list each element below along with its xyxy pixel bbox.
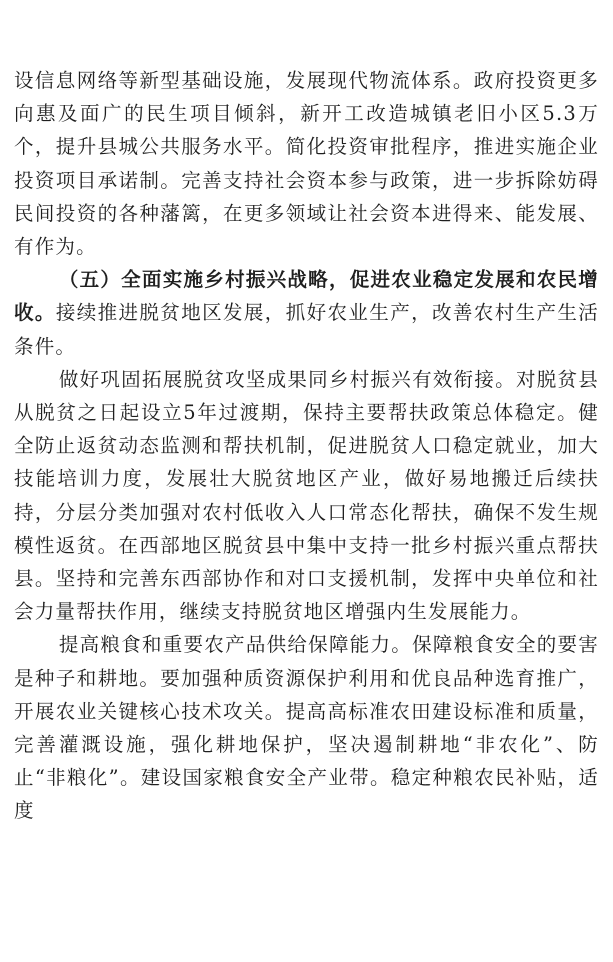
paragraph-poverty-alleviation [14, 363, 599, 629]
section-heading: （五）全面实施乡村振兴战略，促进农业稳定发展和农民增收。 [14, 268, 599, 325]
paragraph-text: 接续推进脱贫地区发展，抓好农业生产，改善农村生产生活条件。 [14, 301, 600, 358]
document-body [14, 64, 599, 828]
paragraph-text: 设信息网络等新型基础设施，发展现代物流体系。政府投资更多向惠及面广的民生项目倾斜，新开工改造城镇老旧小区5.3万个，提升县城公共服务水平。简化投资审批程序，推进实施企业投资项目承诺制。完善支持社会资本参与政策，进一步拆除妨碍民间投资的各种藩篱，在更多领域让社会资本进得来、能发展、有作为。 [14, 69, 599, 259]
paragraph-food-security [14, 628, 599, 827]
paragraph-section-five [14, 263, 599, 363]
paragraph-text: 做好巩固拓展脱贫攻坚成果同乡村振兴有效衔接。对脱贫县从脱贫之日起设立5年过渡期，保持主要帮扶政策总体稳定。健全防止返贫动态监测和帮扶机制，促进脱贫人口稳定就业，加大技能培训力度，发展壮大脱贫地区产业，做好易地搬迁后续扶持，分层分类加强对农村低收入人口常态化帮扶，确保不发生规模性返贫。在西部地区脱贫县中集中支持一批乡村振兴重点帮扶县。坚持和完善东西部协作和对口支援机制，发挥中央单位和社会力量帮扶作用，继续支持脱贫地区增强内生发展能力。 [14, 367, 599, 624]
paragraph-text: 提高粮食和重要农产品供给保障能力。保障粮食安全的要害是种子和耕地。要加强种质资源保护利用和优良品种选育推广，开展农业关键核心技术攻关。提高高标准农田建设标准和质量，完善灌溉设施，强化耕地保护，坚决遏制耕地“非农化”、防止“非粮化”。建设国家粮食安全产业带。稳定种粮农民补贴，适度 [14, 633, 599, 823]
paragraph-investment [14, 64, 599, 263]
